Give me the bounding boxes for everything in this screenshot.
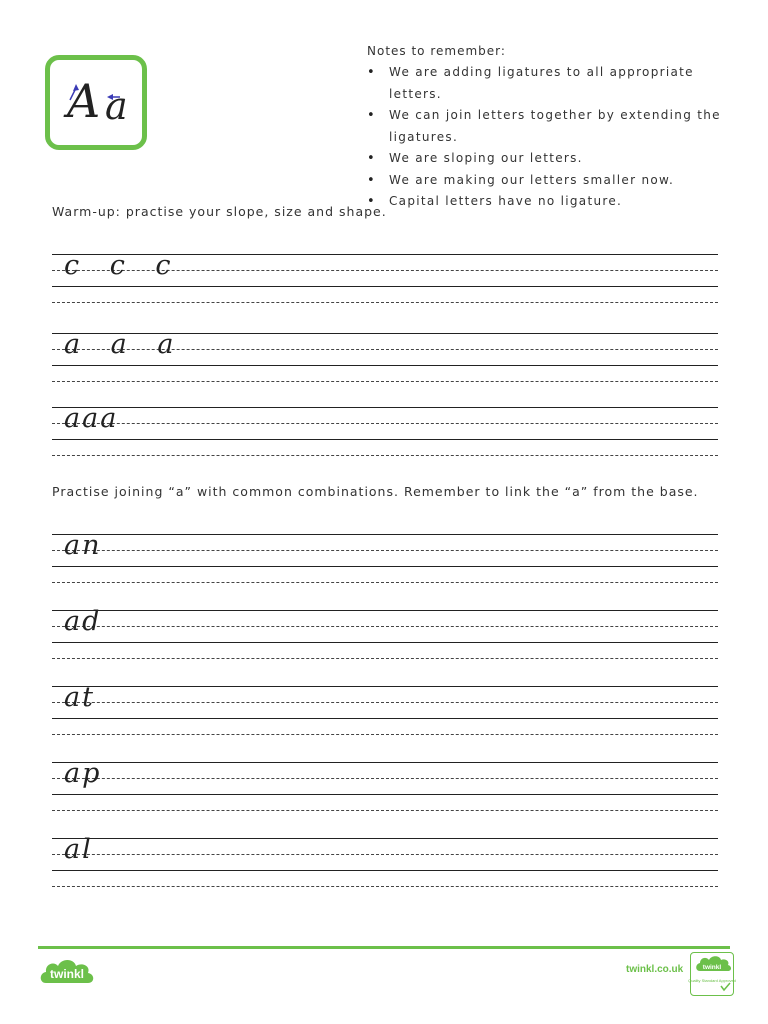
baseline [52,566,718,567]
sample-text: aaa [64,403,119,434]
descender-line [52,734,718,735]
baseline [52,794,718,795]
top-line [52,686,718,687]
joining-instruction: Practise joining “a” with common combinations. Remember to link the “a” from the base. [52,484,699,499]
handwriting-lines[interactable] [52,682,718,734]
note-item: • We are making our letters smaller now. [367,170,747,192]
capital-letter: A [67,74,101,128]
sample-text: al [64,834,93,865]
lowercase-letter: a [105,84,128,128]
descender-line [52,381,718,382]
sample-text: an [64,530,102,561]
twinkl-cloud-icon [38,955,96,987]
top-line [52,407,718,408]
warmup-instruction: Warm-up: practise your slope, size and shape. [52,204,387,219]
midline [52,778,718,779]
handwriting-lines[interactable] [52,250,718,302]
top-line [52,762,718,763]
sample-text: at [64,682,95,713]
handwriting-lines[interactable] [52,758,718,810]
top-line [52,610,718,611]
note-item: • We are adding ligatures to all appropriate letters. [367,62,747,105]
sample-text: ad [64,606,102,637]
baseline [52,365,718,366]
handwriting-lines[interactable] [52,530,718,582]
descender-line [52,886,718,887]
handwriting-lines[interactable] [52,606,718,658]
quality-standard-badge [690,952,734,996]
notes-section [367,44,747,213]
sample-text: ap [64,758,102,789]
baseline [52,286,718,287]
note-item: • We are sloping our letters. [367,148,747,170]
quality-badge-icon [688,953,736,995]
baseline [52,870,718,871]
descender-line [52,658,718,659]
sample-text: c c c [64,250,173,281]
note-item: • We can join letters together by extending the ligatures. [367,105,747,148]
handwriting-lines[interactable] [52,403,718,455]
top-line [52,838,718,839]
descender-line [52,810,718,811]
midline [52,626,718,627]
baseline [52,642,718,643]
sample-text: a a a [64,329,176,360]
handwriting-lines[interactable] [52,329,718,381]
midline [52,423,718,424]
check-icon [721,983,730,990]
brand-name: twinkl [49,967,85,981]
midline [52,550,718,551]
heading-letter-box [45,55,147,150]
top-line [52,534,718,535]
midline [52,854,718,855]
badge-brand: twinkl [702,964,722,971]
notes-title: Notes to remember: [367,44,506,58]
descender-line [52,455,718,456]
site-url[interactable]: twinkl.co.uk [626,964,684,975]
notes-list [367,62,747,213]
twinkl-logo [38,955,96,987]
badge-text: Quality Standard Approved [688,978,736,983]
midline [52,702,718,703]
descender-line [52,302,718,303]
baseline [52,439,718,440]
baseline [52,718,718,719]
footer-divider [38,946,730,949]
note-item: • Capital letters have no ligature. [367,191,747,213]
handwriting-lines[interactable] [52,834,718,886]
descender-line [52,582,718,583]
